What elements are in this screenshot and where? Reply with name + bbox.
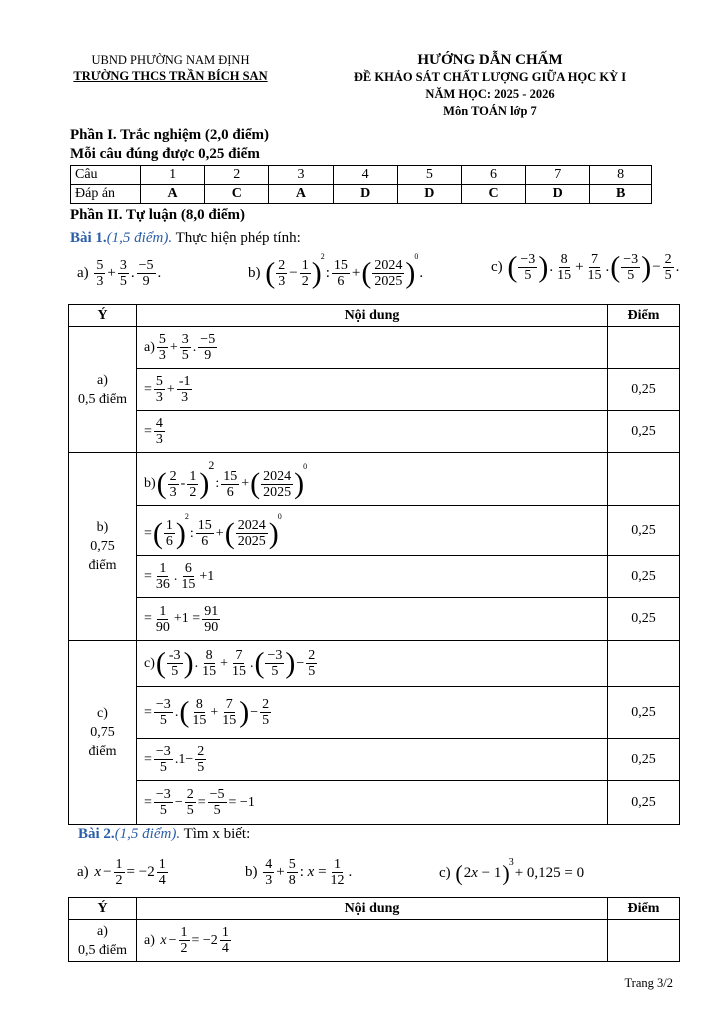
document-title: HƯỚNG DẪN CHẤM (417, 52, 563, 68)
bai1-problem-c: c) ( $\frac{-3}{5}$ ). $\frac{8}{15}$ + $\frac{7}{15}$ .( $\frac{-3}{5}$ )− $\frac{2}{5}$ . (491, 250, 680, 284)
answer-key: A (141, 185, 205, 204)
bai2-label: Bài 2. (78, 826, 115, 842)
answer-key: D (526, 185, 590, 204)
col-y-header: Ý (69, 898, 137, 920)
bai1-problem-a: a) $\frac{5}{3}$ + $\frac{3}{5}$ . $\frac{-5}{9}$ . (77, 258, 162, 289)
question-number: 1 (141, 166, 205, 185)
answer-key: B (590, 185, 652, 204)
part1-note: Mỗi câu đúng được 0,25 điểm (70, 146, 260, 162)
school-header (58, 52, 283, 84)
question-row (71, 166, 652, 185)
subject: Môn TOÁN lớp 7 (443, 104, 537, 118)
col-y-header: Ý (69, 305, 137, 327)
document-header (330, 52, 650, 120)
question-number: 5 (397, 166, 461, 185)
question-row-label: Câu (71, 166, 141, 185)
question-number: 4 (333, 166, 397, 185)
part-c-label: c) (97, 706, 108, 721)
step-score (608, 641, 680, 687)
bai1-label: Bài 1. (70, 230, 107, 246)
solution-step: = $\frac{-3}{5}$ .1− $\frac{2}{5}$ (137, 739, 608, 781)
part-b-unit: điểm (88, 558, 117, 573)
solution-step: = $\frac{-3}{5}$ .( $\frac{8}{15}$ + $\frac{7}{15}$ )− $\frac{2}{5}$ (137, 687, 608, 739)
part-a-cell (69, 327, 137, 453)
bai2-grading-table (68, 897, 680, 962)
part-a-points: 0,5 điểm (78, 391, 127, 407)
part1-title: Phần I. Trắc nghiệm (2,0 điểm) (70, 127, 270, 143)
part-a-cell (69, 920, 137, 962)
bai1-problem-b: b) ( $\frac{2}{3}$ − $\frac{1}{2}$ )$^2$: $\frac{15}{6}$ +( $\frac{2024}{2025}$ )$^0$. (248, 252, 424, 290)
part-b-cell (69, 453, 137, 641)
part-b-points: 0,75 (90, 539, 115, 554)
step-score: 0,25 (608, 598, 680, 641)
answer-key: D (397, 185, 461, 204)
bai1-points: (1,5 điểm). (106, 230, 173, 246)
col-points-header: Điểm (608, 898, 680, 920)
step-score: 0,25 (608, 687, 680, 739)
school-year: NĂM HỌC: 2025 - 2026 (425, 87, 555, 101)
solution-step: = $\frac{1}{90}$ +1 = $\frac{91}{90}$ (137, 598, 608, 641)
step-score (608, 327, 680, 369)
step-score: 0,25 (608, 781, 680, 825)
part-c-cell (69, 641, 137, 825)
part-a-label: a) (97, 923, 108, 939)
solution-step: a) $\frac{5}{3}$ + $\frac{3}{5}$ . $\frac{-5}{9}$ (137, 327, 608, 369)
solution-step: = $\frac{5}{3}$ + $\frac{-1}{3}$ (137, 369, 608, 411)
bai1-grading-table (68, 304, 680, 825)
solution-step: b)( $\frac{2}{3}$ - $\frac{1}{2}$ )2: $\frac{15}{6}$ +( $\frac{2024}{2025}$ )$^0$ (137, 453, 608, 506)
answer-key: C (461, 185, 525, 204)
answer-row-label: Đáp án (71, 185, 141, 204)
answer-key: C (205, 185, 269, 204)
part-c-unit: điểm (88, 744, 117, 759)
page-number: Trang 3/2 (624, 976, 673, 990)
part-a-points: 0,5 điểm (78, 942, 127, 958)
question-number: 6 (461, 166, 525, 185)
bai2-points: (1,5 điểm). (114, 826, 181, 842)
solution-step: = $\frac{-3}{5}$ − $\frac{2}{5}$ = $\frac{-5}{5}$ = −1 (137, 781, 608, 825)
question-number: 3 (269, 166, 333, 185)
part-a-label: a) (97, 372, 108, 388)
answer-key: A (269, 185, 333, 204)
question-number: 2 (205, 166, 269, 185)
question-number: 8 (590, 166, 652, 185)
answer-key: D (333, 185, 397, 204)
solution-step: a) x − $\frac{1}{2}$ = −2 $\frac{1}{4}$ (137, 920, 608, 962)
answer-row (71, 185, 652, 204)
step-score: 0,25 (608, 411, 680, 453)
bai1-task: Thực hiện phép tính: (172, 230, 301, 246)
bai2-problem-c: c) $(2x - 1)^3+ 0,125 = 0$ (439, 857, 585, 886)
step-score: 0,25 (608, 369, 680, 411)
school-name: TRƯỜNG THCS TRẦN BÍCH SAN (73, 69, 268, 83)
step-score: 0,25 (608, 556, 680, 598)
col-content-header: Nội dung (137, 898, 608, 920)
bai2-heading (78, 826, 250, 843)
bai2-problem-b: b) $\frac{4}{3}$ + $\frac{5}{8}$ : x = $\frac{1}{12}$ . (245, 857, 353, 888)
col-content-header: Nội dung (137, 305, 608, 327)
document-subtitle: ĐỀ KHẢO SÁT CHẤT LƯỢNG GIỮA HỌC KỲ I (353, 70, 627, 84)
part-b-label: b) (96, 520, 109, 535)
question-number: 7 (526, 166, 590, 185)
part2-title: Phần II. Tự luận (8,0 điểm) (70, 207, 246, 223)
col-points-header: Điểm (608, 305, 680, 327)
solution-step: = $\frac{1}{36}$ . $\frac{6}{15}$ +1 (137, 556, 608, 598)
bai2-task: Tìm x biết: (180, 826, 251, 842)
solution-step: = $\frac{4}{3}$ (137, 411, 608, 453)
answer-table (70, 165, 652, 204)
solution-step: =( $\frac{1}{6}$ )$^2$: $\frac{15}{6}$ +( $\frac{2024}{2025}$ )$^0$ (137, 506, 608, 556)
bai1-heading (70, 230, 301, 247)
step-score: 0,25 (608, 506, 680, 556)
step-score (608, 453, 680, 506)
step-score (608, 920, 680, 962)
step-score: 0,25 (608, 739, 680, 781)
solution-step: c)( $\frac{-3}{5}$ ). $\frac{8}{15}$ + $\frac{7}{15}$ .( $\frac{-3}{5}$ )− $\frac{2}{5}$ (137, 641, 608, 687)
bai2-problem-a: a) x − $\frac{1}{2}$ = −2 $\frac{1}{4}$ (77, 857, 166, 888)
district-name: UBND PHƯỜNG NAM ĐỊNH (91, 53, 250, 67)
part-c-points: 0,75 (90, 725, 115, 740)
